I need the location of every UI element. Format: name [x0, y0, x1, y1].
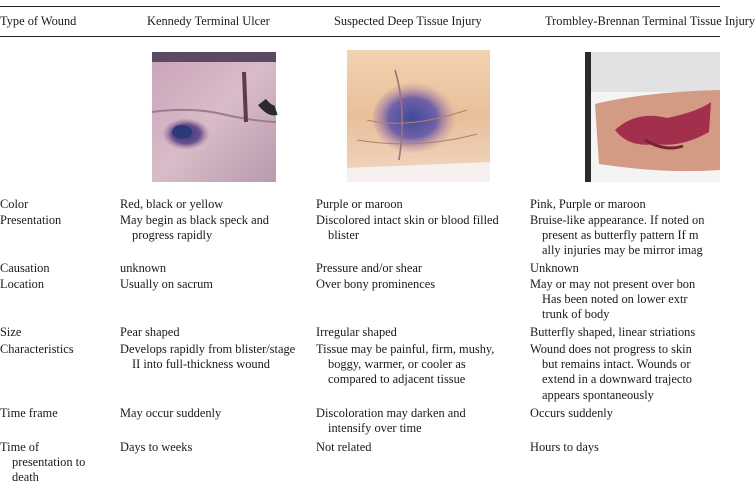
cell-c1-presentation	[120, 213, 269, 243]
cell-c2-characteristics	[316, 342, 494, 388]
cell-line: Presentation	[0, 213, 62, 227]
cell-line: intensify over time	[328, 421, 422, 436]
cell-c1-location	[120, 277, 213, 292]
cell-line: ally injuries may be mirror imag	[542, 243, 703, 258]
cell-line: Develops rapidly from blister/stage	[120, 342, 296, 356]
cell-line: Color	[0, 197, 29, 211]
cell-line: Time of	[0, 440, 40, 454]
cell-line: death	[12, 470, 39, 485]
cell-line: Days to weeks	[120, 440, 193, 454]
leg-lesion-photo	[585, 52, 720, 182]
row-label-color	[0, 197, 28, 212]
header-type-of-wound: Type of Wound	[0, 14, 77, 28]
cell-c2-time-to-death	[316, 440, 371, 455]
cell-line: Location	[0, 277, 45, 291]
cell-c1-size	[120, 325, 180, 340]
cell-line: Wound does not progress to skin	[530, 342, 692, 356]
cell-c3-color	[530, 197, 646, 212]
cell-line: May or may not present over bon	[530, 277, 696, 291]
sacral-ulcer-photo	[152, 52, 276, 182]
row-label-causation	[0, 261, 50, 276]
cell-line: Bruise-like appearance. If noted on	[530, 213, 705, 227]
cell-c3-causation	[530, 261, 579, 276]
cell-c1-color	[120, 197, 223, 212]
cell-line: compared to adjacent tissue	[328, 372, 466, 387]
cell-line: present as butterfly pattern If m	[542, 228, 699, 243]
row-label-presentation	[0, 213, 61, 228]
cell-c3-location	[530, 277, 695, 323]
cell-c2-time-frame	[316, 406, 466, 436]
cell-c2-size	[316, 325, 397, 340]
cell-line: but remains intact. Wounds or	[542, 357, 691, 372]
cell-line: May occur suddenly	[120, 406, 222, 420]
cell-line: boggy, warmer, or cooler as	[328, 357, 466, 372]
cell-line: appears spontaneously	[542, 387, 654, 402]
cell-c1-time-frame	[120, 406, 221, 421]
cell-c3-presentation	[530, 213, 704, 259]
cell-line: Butterfly shaped, linear striations	[530, 325, 696, 339]
table-header-rule	[0, 36, 720, 37]
cell-line: Purple or maroon	[316, 197, 403, 211]
header-trombley-brennan: Trombley-Brennan Terminal Tissue Injury	[545, 14, 755, 28]
cell-line: Red, black or yellow	[120, 197, 224, 211]
cell-line: II into full-thickness wound	[132, 357, 270, 372]
cell-line: Pink, Purple or maroon	[530, 197, 646, 211]
cell-c1-characteristics	[120, 342, 295, 372]
row-label-time-frame	[0, 406, 58, 421]
cell-line: Over bony prominences	[316, 277, 436, 291]
cell-c3-time-to-death	[530, 440, 599, 455]
cell-line: Pressure and/or shear	[316, 261, 422, 275]
cell-line: Hours to days	[530, 440, 599, 454]
cell-c3-characteristics	[530, 342, 692, 403]
cell-c3-size	[530, 325, 695, 340]
cell-line: Has been noted on lower extr	[542, 292, 688, 307]
cell-c2-causation	[316, 261, 422, 276]
row-label-time-to-death	[0, 440, 85, 486]
cell-line: Pear shaped	[120, 325, 180, 339]
cell-line: blister	[328, 228, 359, 243]
cell-c2-location	[316, 277, 435, 292]
cell-line: Tissue may be painful, firm, mushy,	[316, 342, 495, 356]
cell-line: Not related	[316, 440, 372, 454]
cell-c1-time-to-death	[120, 440, 192, 455]
cell-line: Unknown	[530, 261, 579, 275]
cell-c2-color	[316, 197, 403, 212]
cell-line: Discolored intact skin or blood filled	[316, 213, 499, 227]
cell-line: unknown	[120, 261, 167, 275]
cell-line: Characteristics	[0, 342, 74, 356]
table-top-rule	[0, 6, 720, 7]
cell-line: Causation	[0, 261, 50, 275]
cell-line: progress rapidly	[132, 228, 213, 243]
cell-line: May begin as black speck and	[120, 213, 269, 227]
buttock-bruise-photo	[347, 50, 490, 182]
cell-line: Time frame	[0, 406, 58, 420]
cell-c2-presentation	[316, 213, 499, 243]
cell-line: extend in a downward trajecto	[542, 372, 693, 387]
cell-line: trunk of body	[542, 307, 610, 322]
cell-c1-causation	[120, 261, 166, 276]
header-kennedy-terminal-ulcer: Kennedy Terminal Ulcer	[147, 14, 270, 28]
row-label-location	[0, 277, 44, 292]
header-suspected-deep-tissue-injury: Suspected Deep Tissue Injury	[334, 14, 482, 28]
title-bar-fragment	[0, 0, 720, 5]
cell-line: Size	[0, 325, 22, 339]
cell-line: Irregular shaped	[316, 325, 397, 339]
cell-line: Occurs suddenly	[530, 406, 613, 420]
cell-line: Usually on sacrum	[120, 277, 213, 291]
cell-line: Discoloration may darken and	[316, 406, 466, 420]
row-label-size	[0, 325, 21, 340]
row-label-characteristics	[0, 342, 74, 357]
cell-line: presentation to	[12, 455, 86, 470]
cell-c3-time-frame	[530, 406, 613, 421]
